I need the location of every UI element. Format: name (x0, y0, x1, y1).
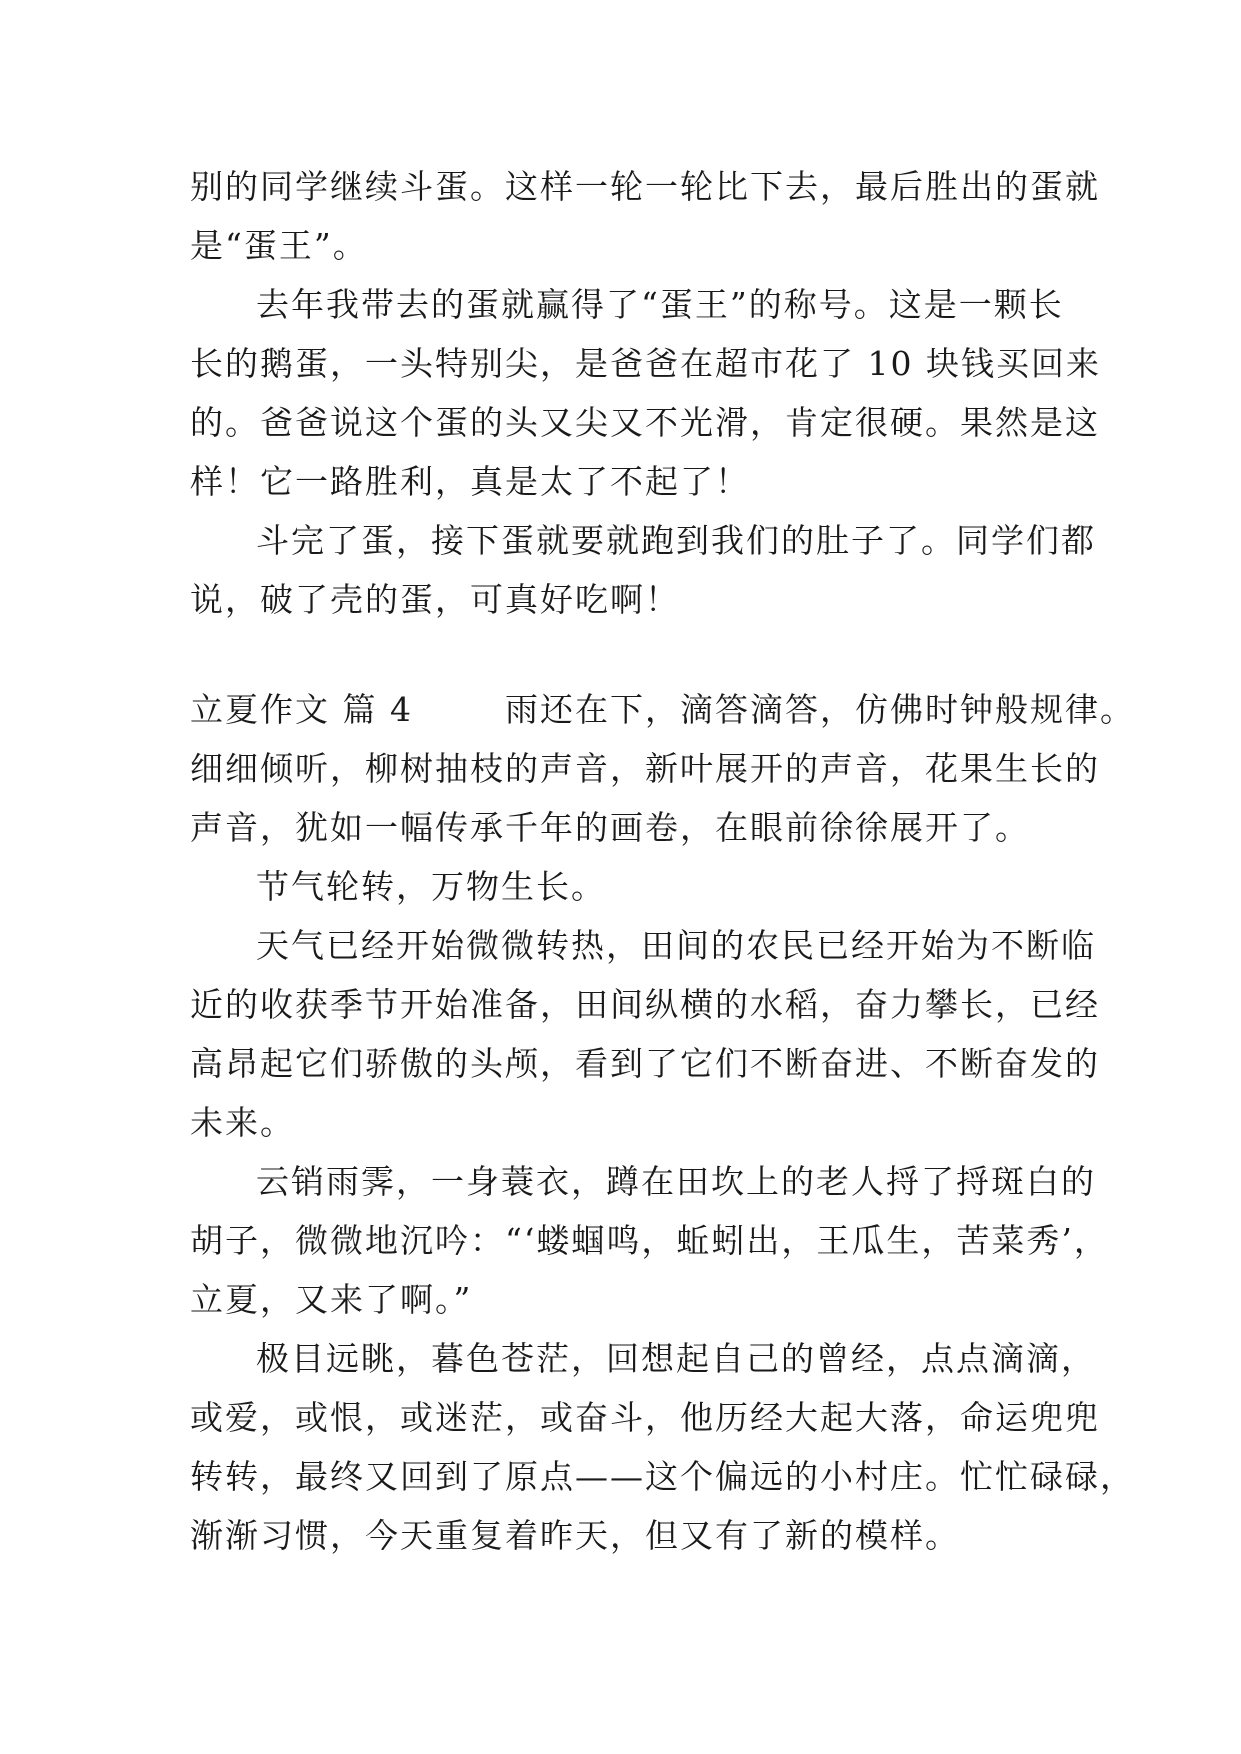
paragraph-line: 样！它一路胜利，真是太了不起了！ (190, 462, 750, 501)
paragraph-line: 节气轮转，万物生长。 (256, 867, 606, 906)
paragraph-line: 别的同学继续斗蛋。这样一轮一轮比下去，最后胜出的蛋就 (190, 167, 1100, 206)
paragraph-line: 未来。 (190, 1103, 295, 1142)
paragraph-line: 近的收获季节开始准备，田间纵横的水稻，奋力攀长，已经 (190, 985, 1100, 1024)
paragraph-line: 声音，犹如一幅传承千年的画卷，在眼前徐徐展开了。 (190, 808, 1030, 847)
paragraph-line: 或爱，或恨，或迷茫，或奋斗，他历经大起大落，命运兜兜 (190, 1398, 1100, 1437)
paragraph-line: 渐渐习惯，今天重复着昨天，但又有了新的模样。 (190, 1516, 960, 1555)
paragraph-line: 说，破了壳的蛋，可真好吃啊！ (190, 580, 680, 619)
paragraph-line: 斗完了蛋，接下蛋就要就跑到我们的肚子了。同学们都 (256, 521, 1096, 560)
essay-section-3-ending (190, 157, 1101, 629)
paragraph-line: 胡子，微微地沉吟：“‘蝼蝈鸣，蚯蚓出，王瓜生，苦菜秀’， (190, 1221, 1109, 1260)
paragraph-line: 立夏，又来了啊。” (190, 1280, 473, 1319)
paragraph-line: 长的鹅蛋，一头特别尖，是爸爸在超市花了 10 块钱买回来 (190, 344, 1101, 383)
paragraph-line: 雨还在下，滴答滴答，仿佛时钟般规律。 (504, 690, 1135, 729)
paragraph-line: 是“蛋王”。 (190, 226, 368, 265)
essay-section-4 (190, 680, 1135, 1565)
heading-line (190, 680, 1135, 739)
essay-heading: 立夏作文 篇 4 (190, 690, 413, 729)
paragraph-line: 细细倾听，柳树抽枝的声音，新叶展开的声音，花果生长的 (190, 749, 1100, 788)
paragraph-line: 云销雨霁，一身蓑衣，蹲在田坎上的老人捋了捋斑白的 (256, 1162, 1096, 1201)
paragraph-line: 的。爸爸说这个蛋的头又尖又不光滑，肯定很硬。果然是这 (190, 403, 1100, 442)
paragraph-line: 极目远眺，暮色苍茫，回想起自己的曾经，点点滴滴， (256, 1339, 1096, 1378)
paragraph-line: 天气已经开始微微转热，田间的农民已经开始为不断临 (256, 926, 1096, 965)
paragraph-line: 转转，最终又回到了原点——这个偏远的小村庄。忙忙碌碌， (190, 1457, 1135, 1496)
paragraph-line: 去年我带去的蛋就赢得了“蛋王”的称号。这是一颗长 (256, 285, 1064, 324)
paragraph-line: 高昂起它们骄傲的头颅，看到了它们不断奋进、不断奋发的 (190, 1044, 1100, 1083)
